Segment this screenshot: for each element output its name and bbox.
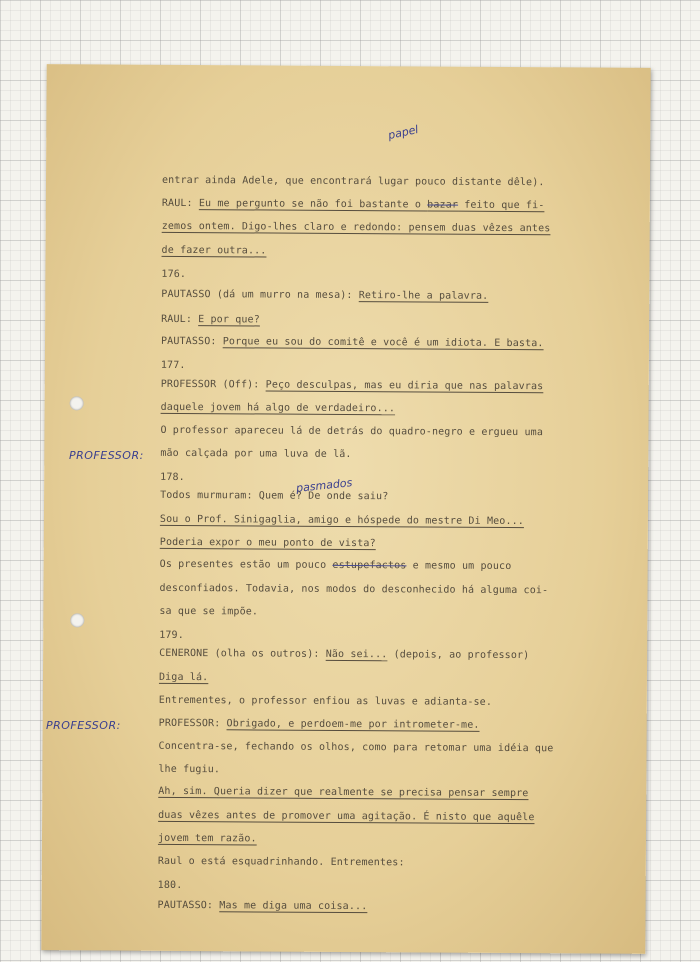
text-line: CENERONE (olha os outros): Não sei... (depois, ao professor): [159, 647, 530, 662]
text-line: Raul o está esquadrinhando. Entrementes:: [157, 855, 405, 869]
speaker: PAUTASSO (dá um murro na mesa):: [161, 288, 359, 302]
text-line: entrar ainda Adele, que encontrará lugar pouco distante dêle).: [161, 174, 545, 189]
dialogue: E por que?: [198, 314, 260, 326]
speaker: PROFESSOR:: [158, 717, 227, 730]
text-line: mão calçada por uma luva de lã.: [160, 447, 352, 461]
punch-hole-top: [70, 396, 84, 410]
punch-hole-bottom: [70, 613, 84, 627]
dialogue-line: Diga lá.: [158, 671, 209, 684]
scene-number: 176.: [161, 268, 187, 281]
dialogue: Obrigado, e perdoem-me por intrometer-me.: [226, 718, 480, 731]
speaker: RAUL:: [161, 197, 199, 210]
dialogue: Não sei...: [325, 648, 388, 661]
typed-page: [41, 64, 650, 954]
dialogue: Peço desculpas, mas eu diria que nas palavras: [265, 379, 544, 393]
scene-number: 179.: [159, 629, 184, 642]
text-line: [161, 379, 544, 392]
dialogue-line: jovem tem razão.: [157, 832, 257, 845]
scene-number: 178.: [160, 471, 185, 484]
speaker: PAUTASSO:: [157, 899, 220, 912]
text-line: [159, 718, 480, 731]
handwritten-margin-note: PROFESSOR:: [69, 449, 144, 462]
dialogue-line: daquele jovem há algo de verdadeiro...: [160, 401, 396, 415]
text-line: [161, 336, 544, 349]
dialogue-line: de fazer outra...: [161, 244, 267, 257]
dialogue-line: Sou o Prof. Sinigaglia, amigo e hóspede do mestre Di Meo...: [159, 513, 525, 528]
dialogue: Mas me diga uma coisa...: [219, 900, 368, 913]
text-line: sa que se impõe.: [159, 605, 259, 618]
scene-number: 180.: [157, 879, 183, 892]
dialogue-line: Ah, sim. Queria dizer que realmente se precisa pensar sempre: [158, 785, 529, 800]
text-line: Concentra-se, fechando os olhos, como para retomar uma idéia que: [158, 740, 554, 755]
text-line: [162, 198, 545, 211]
speaker: RAUL:: [161, 313, 199, 326]
dialogue: Eu me pergunto se não foi bastante o bazar feito que fi-: [198, 198, 545, 212]
text-line: Entrementes, o professor enfiou as luvas e adianta-se.: [158, 694, 493, 708]
dialogue-line: Poderia expor o meu ponto de vista?: [159, 536, 376, 550]
handwritten-correction: pasmados: [295, 476, 353, 495]
handwritten-correction: papel: [386, 122, 420, 143]
struck-word: bazar: [427, 199, 459, 211]
dialogue-line: duas vêzes antes de promover uma agitação. É nisto que aquêle: [158, 809, 535, 824]
text-line: [161, 289, 488, 302]
speaker: PROFESSOR (Off):: [160, 378, 266, 391]
text-line: [161, 314, 260, 326]
dialogue: Retiro-lhe a palavra.: [358, 290, 489, 302]
struck-word: estupefactos: [332, 559, 407, 572]
text-line: O professor apareceu lá de detrás do quadro-negro e ergueu uma: [160, 424, 544, 439]
dialogue-line: zemos ontem. Digo-lhes claro e redondo: pensem duas vêzes antes: [161, 220, 551, 235]
dialogue: Porque eu sou do comitê e você é um idiota. E basta.: [222, 336, 544, 350]
scene-number: 177.: [160, 359, 186, 372]
text-line: [158, 900, 368, 912]
speaker: PAUTASSO:: [160, 335, 223, 348]
text-line: desconfiados. Todavia, nos modos do desconhecido há alguma coi-: [159, 582, 549, 597]
text-line: Todos murmuram: Quem é? De onde saiu?: [160, 489, 389, 503]
handwritten-margin-note: PROFESSOR:: [46, 719, 121, 732]
speaker: CENERONE (olha os outros):: [159, 647, 326, 660]
text-line: Os presentes estão um pouco estupefactos e mesmo um pouco: [159, 558, 512, 573]
text-line: lhe fugiu.: [158, 763, 221, 776]
